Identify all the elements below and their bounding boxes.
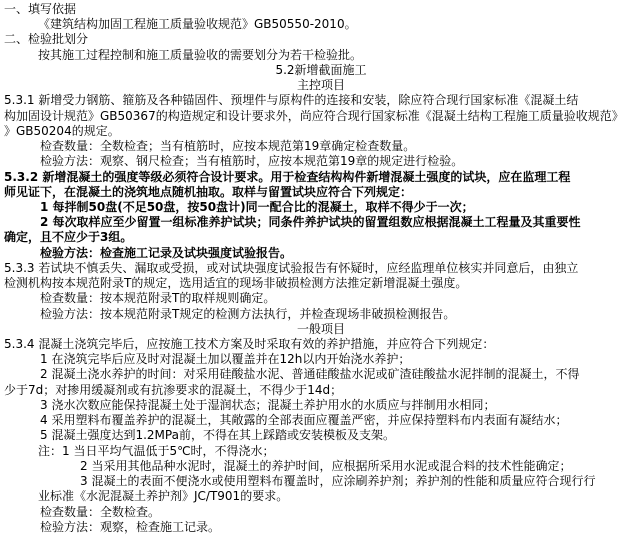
note-3-cont: 业标准《水泥混凝土养护剂》JC/T901的要求。 xyxy=(38,489,289,504)
general-items-heading: 一般项目 xyxy=(296,321,345,336)
clause-5-3-2-item2-cont: 确定，且不应少于3组。 xyxy=(4,230,133,245)
clause-5-3-4-line1: 5.3.4 混凝土浇筑完毕后，应按施工技术方案及时采取有效的养护措施，并应符合下列规定： xyxy=(4,337,495,352)
section-heading-basis: 一、填写依据 xyxy=(4,2,77,16)
clause-5-3-1-line1: 5.3.1 新增受力钢筋、箍筋及各种锚固件、预埋件与原构件的连接和安装，除应符合现行国家标准《混凝土结 xyxy=(4,93,579,108)
check-method-3: 检验方法：按本规范附录T规定的检测方法执行，并检查现场非破损检测报告。 xyxy=(40,306,456,321)
clause-5-3-2-line1: 5.3.2 新增混凝土的强度等级必须符合设计要求。用于检查结构构件新增混凝土强度的试块，应在监理工程 xyxy=(4,169,571,184)
section-heading-batch: 二、检验批划分 xyxy=(4,32,89,47)
clause-5-3-4-item1: 1 在浇筑完毕后应及时对混凝土加以覆盖并在12h以内开始浇水养护； xyxy=(40,352,411,367)
clause-5-3-1-line2: 构加固设计规范》GB50367的构造规定和设计要求外，尚应符合现行国家标准《混凝土结构工程施工质量验收规范》 xyxy=(4,108,624,123)
clause-5-3-2-item1: 1 每拌制50盘(不足50盘，按50盘计)同一配合比的混凝土，取样不得少于一次； xyxy=(40,199,474,214)
note-3: 3 混凝土的表面不便浇水或使用塑料布覆盖时，应涂刷养护剂；养护剂的性能和质量应符合现行行 xyxy=(80,474,596,489)
check-quantity-3: 检查数量：按本规范附录T的取样规则确定。 xyxy=(40,291,276,306)
clause-5-3-2-line2: 师见证下，在混凝土的浇筑地点随机抽取。取样与留置试块应符合下列规定： xyxy=(4,184,413,199)
note-2: 2 当采用其他品种水泥时，混凝土的养护时间，应根据所采用水泥或混合料的技术性能确定； xyxy=(80,458,572,473)
subsection-title: 5.2新增截面施工 xyxy=(275,62,367,77)
check-method-2: 检验方法：检查施工记录及试块强度试验报告。 xyxy=(40,245,293,260)
clause-5-3-4-item3: 3 浇水次数应能保持混凝土处于湿润状态；混凝土养护用水的水质应与拌制用水相同； xyxy=(40,397,496,412)
clause-5-3-3-line1: 5.3.3 若试块不慎丢失、漏取或受损，或对试块强度试验报告有怀疑时，应经监理单位核实并同意后，由独立 xyxy=(4,260,579,275)
clause-5-3-2-item2: 2 每次取样应至少留置一组标准养护试块；同条件养护试块的留置组数应根据混凝土工程量及其重要性 xyxy=(40,215,581,230)
check-method-4: 检验方法：观察，检查施工记录。 xyxy=(40,519,221,534)
check-quantity-1: 检查数量：全数检查；当有植筋时，应按本规范第19章确定检查数量。 xyxy=(40,139,416,154)
main-items-heading: 主控项目 xyxy=(296,78,345,93)
clause-5-3-4-item5: 5 混凝土强度达到1.2MPa前，不得在其上踩踏或安装模板及支架。 xyxy=(40,428,395,443)
clause-5-3-1-line3: 》GB50204的规定。 xyxy=(4,123,120,138)
clause-5-3-4-item2-cont: 少于7d；对掺用缓凝剂或有抗渗要求的混凝土，不得少于14d； xyxy=(4,382,343,397)
check-method-1: 检验方法：观察、钢尺检查；当有植筋时，应按本规范第19章的规定进行检验。 xyxy=(40,154,464,169)
clause-5-3-3-line2: 检测机构按本规范附录T的规定，选用适宜的现场非破损检测方法推定新增混凝土强度。 xyxy=(4,276,468,291)
check-quantity-4: 检查数量：全数检查。 xyxy=(40,504,161,519)
clause-5-3-4-item4: 4 采用塑料布覆盖养护的混凝土，其敞露的全部表面应覆盖严密，并应保持塑料布内表面有凝结水； xyxy=(40,413,568,428)
standard-reference: 《建筑结构加固工程施工质量验收规范》GB50550-2010。 xyxy=(38,17,357,32)
clause-5-3-4-item2: 2 混凝土浇水养护的时间：对采用硅酸盐水泥、普通硅酸盐水泥或矿渣硅酸盐水泥拌制的混凝土，不得 xyxy=(40,367,580,382)
note-1: 注：1 当日平均气温低于5℃时，不得浇水； xyxy=(38,443,275,458)
batch-description: 按其施工过程控制和施工质量验收的需要划分为若干检验批。 xyxy=(38,47,363,62)
